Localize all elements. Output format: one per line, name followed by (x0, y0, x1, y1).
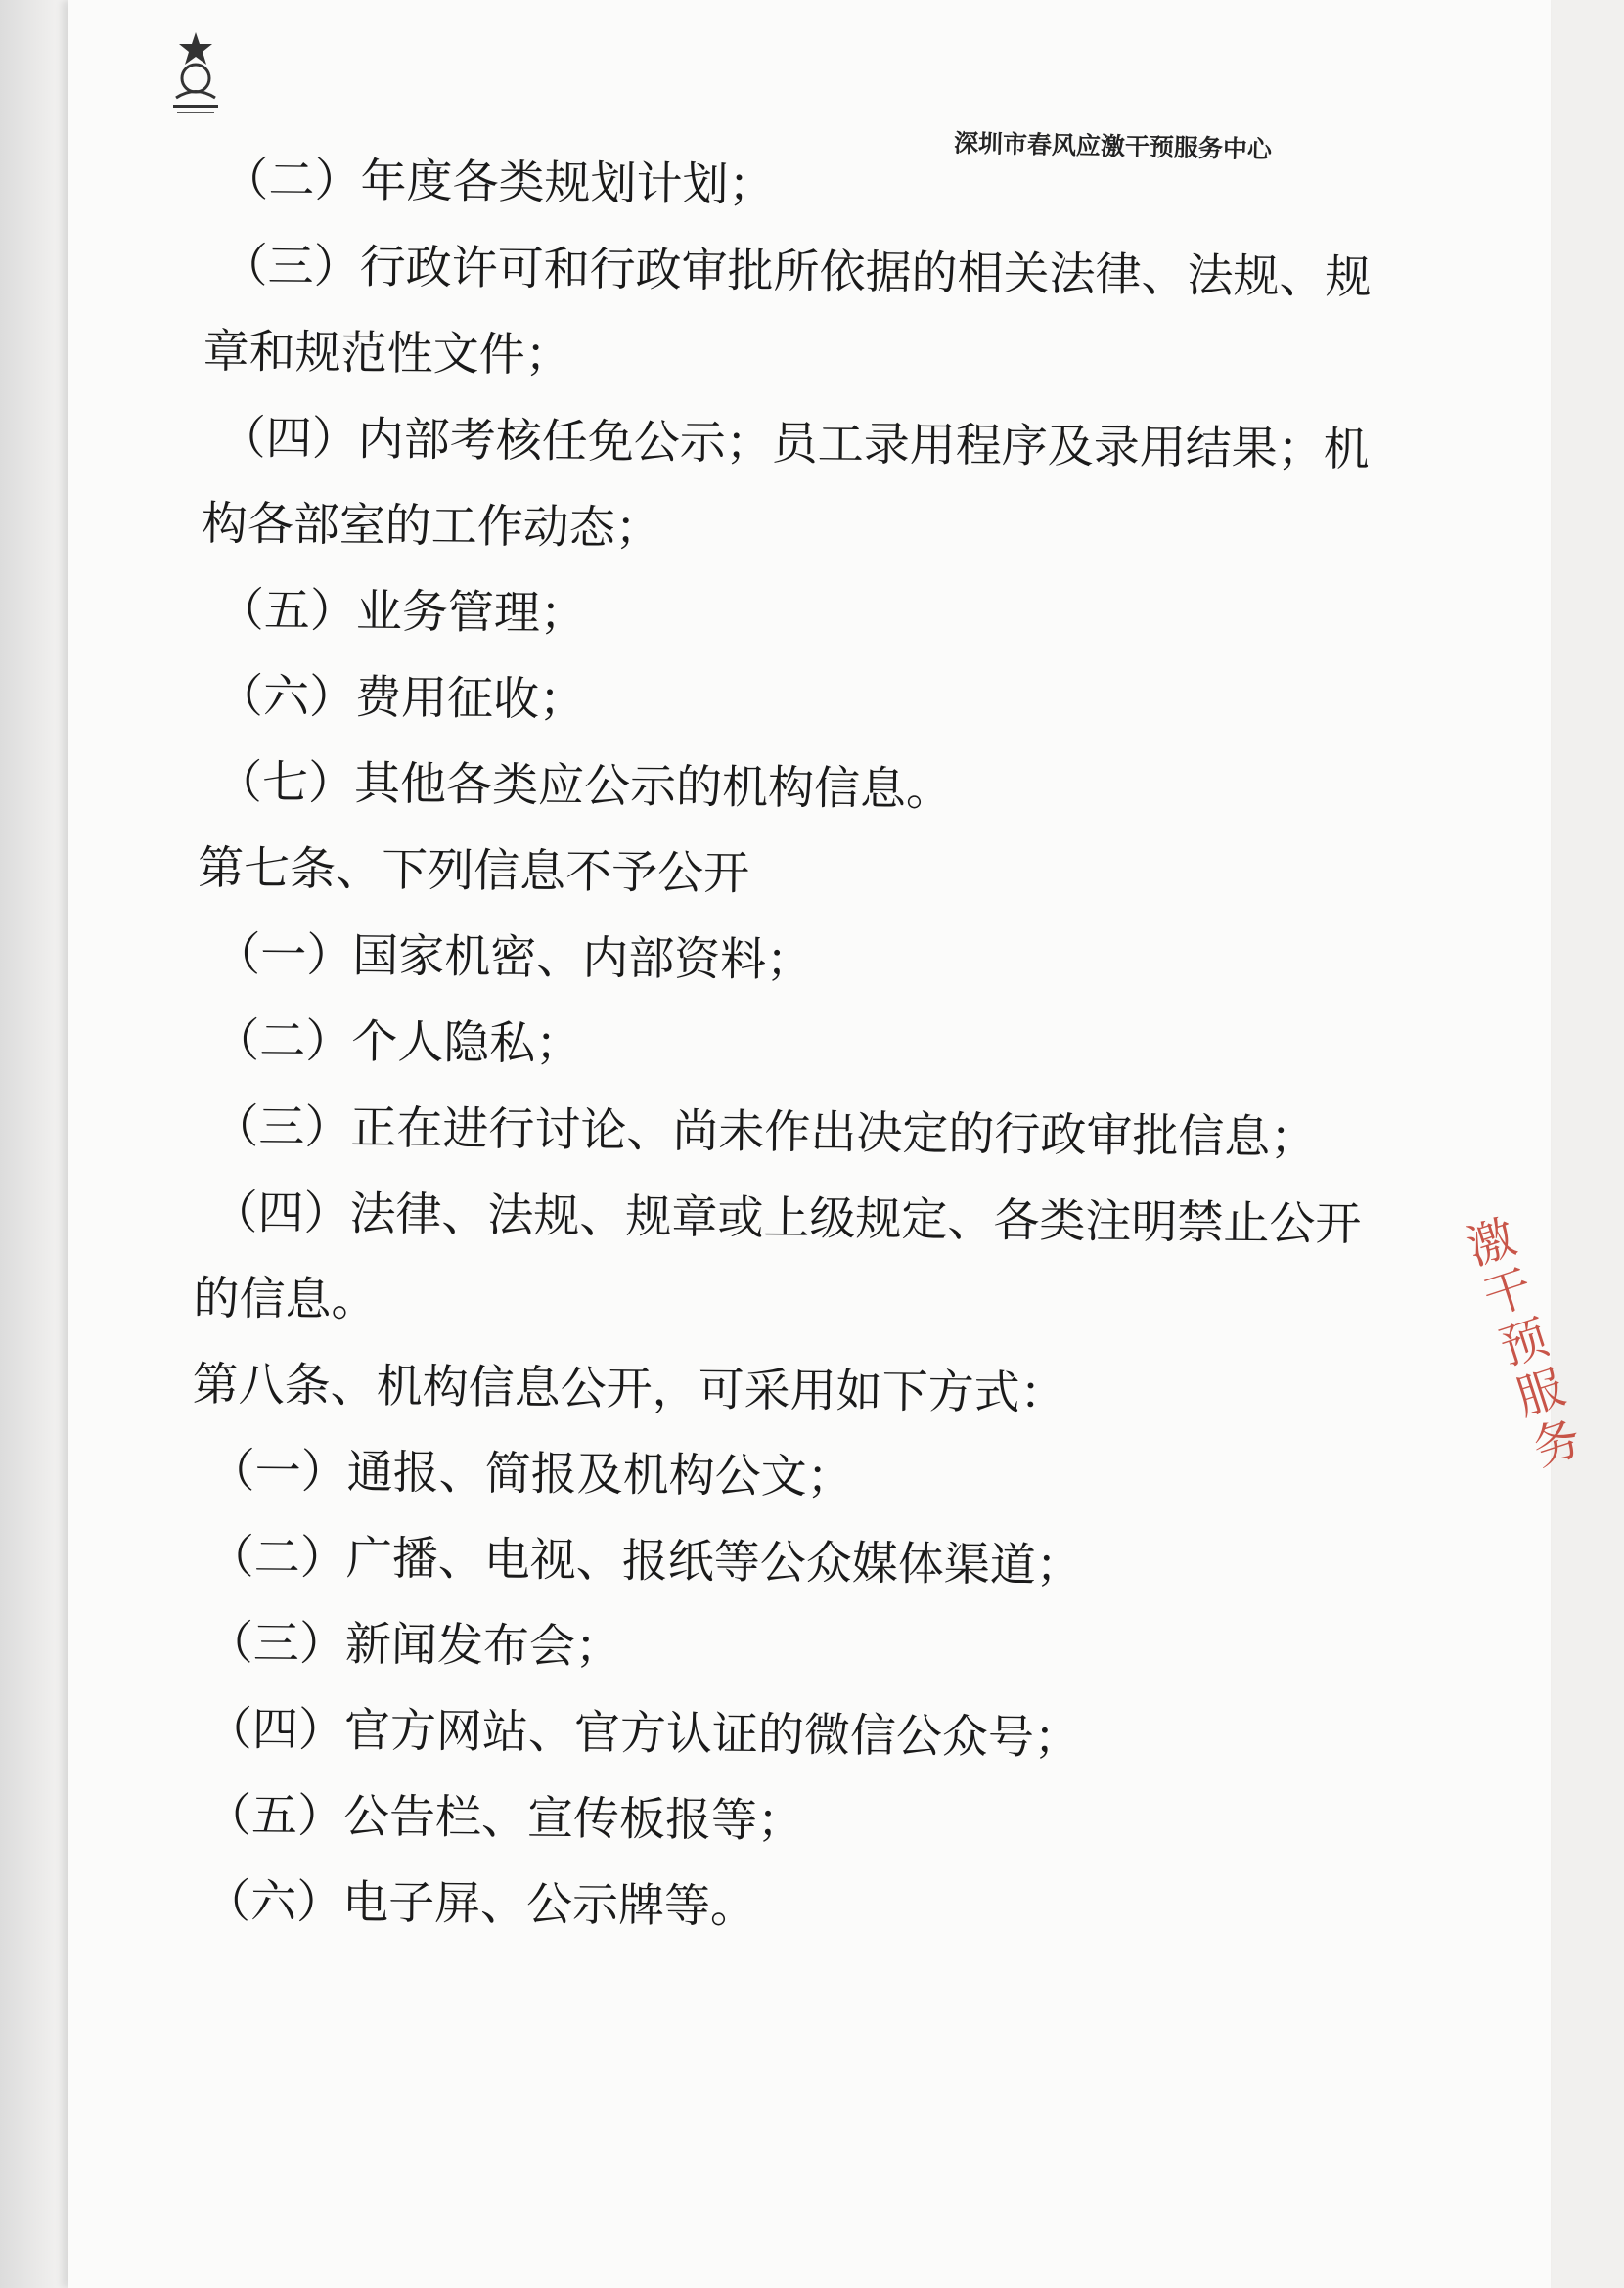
text-line: 章和规范性文件； (203, 324, 571, 382)
text-line: 的信息。 (193, 1271, 378, 1327)
article-heading: 第七条、下列信息不予公开 (197, 840, 750, 901)
red-seal-stamp (1453, 1184, 1624, 1506)
text-line: （一）通报、简报及机构公文； (208, 1444, 853, 1505)
text-line: （二）年度各类规划计划； (222, 153, 775, 213)
stamp-text: 激干预服务 (1453, 1211, 1588, 1480)
text-line: （五）业务管理； (217, 583, 587, 642)
text-line: （六）费用征收； (216, 669, 586, 728)
text-line: （三）新闻发布会； (206, 1616, 622, 1675)
article-heading: 第八条、机构信息公开，可采用如下方式： (192, 1357, 1066, 1421)
text-line: （四）官方网站、官方认证的微信公众号； (205, 1702, 1081, 1766)
text-line: （四）内部考核任免公示；员工录用程序及录用结果；机 (219, 411, 1371, 477)
text-line: 构各部室的工作动态； (201, 496, 662, 556)
text-line: （七）其他各类应公示的机构信息。 (215, 755, 953, 818)
text-line: （六）电子屏、公示牌等。 (203, 1874, 757, 1934)
text-line: （三）正在进行讨论、尚未作出决定的行政审批信息； (212, 1099, 1317, 1165)
org-logo-icon (161, 24, 230, 122)
text-line: （二）个人隐私； (213, 1013, 582, 1072)
text-line: （二）广播、电视、报纸等公众媒体渠道； (207, 1530, 1083, 1593)
page-left-edge (0, 0, 72, 2288)
header-organization: 深圳市春风应激干预服务中心 (953, 128, 1273, 164)
text-line: （一）国家机密、内部资料； (213, 927, 813, 988)
text-line: （四）法律、法规、规章或上级规定、各类注明禁止公开 (211, 1186, 1362, 1252)
text-line: （五）公告栏、宣传板报等； (204, 1788, 804, 1849)
text-line: （三）行政许可和行政审批所依据的相关法律、法规、规 (221, 239, 1372, 305)
document-body (187, 137, 1372, 1956)
